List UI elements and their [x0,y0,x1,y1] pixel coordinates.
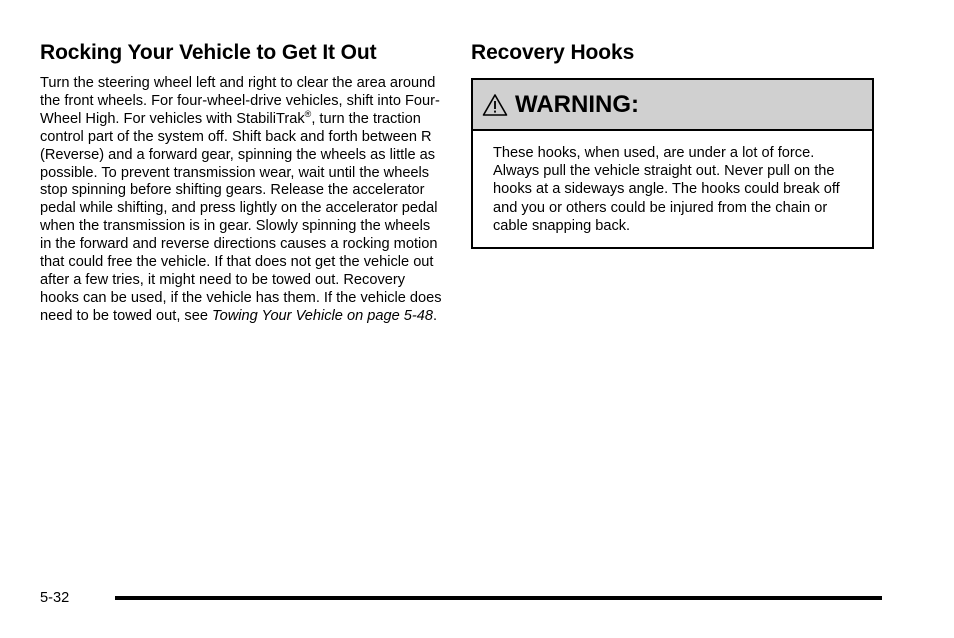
warning-header [473,80,872,131]
right-column [471,38,874,249]
registered-trademark-mark: ® [304,108,312,119]
section-heading-recovery-hooks: Recovery Hooks [471,41,635,64]
warning-triangle-icon [482,93,508,117]
warning-body-text: These hooks, when used, are under a lot of force. Always pull the vehicle straight out. Never pull on the hooks at a sideways angle. The hooks could break off and you or others could be injured from the chain or cable snapping back. [493,145,840,234]
paragraph-text-part1: Turn the steering wheel left and right to clear the area around the front wheels. For four-wheel-drive vehicles, shift into Four-Wheel High. For vehicles with StabiliTrak [40,75,440,127]
warning-box [471,78,874,249]
footer-rule [115,596,882,600]
warning-title: WARNING: [515,90,639,118]
paragraph-text-part2: , turn the traction control part of the system off. Shift back and forth between R (Reverse) and a forward gear, spinning the wheels as little as possible. To prevent transmission wear, wait until the wheels stop spinning before shifting gears. Release the accelerator pedal while shifting, and press lightly on the accelerator pedal when the transmission is in gear. Slowly spinning the wheels in the forward and reverse directions causes a rocking motion that could free the vehicle. If that does not get the vehicle out after a few tries, it might need to be towed out. Recovery hooks can be used, if the vehicle has them. If the vehicle does need to be towed out, see [40,110,442,324]
paragraph-end: . [432,307,438,324]
rocking-vehicle-paragraph [40,75,442,326]
towing-reference-link[interactable]: Towing Your Vehicle on page 5-48 [212,307,433,324]
section-heading-rocking-vehicle: Rocking Your Vehicle to Get It Out [40,41,377,64]
page-number: 5-32 [40,590,70,606]
left-column [40,38,442,326]
